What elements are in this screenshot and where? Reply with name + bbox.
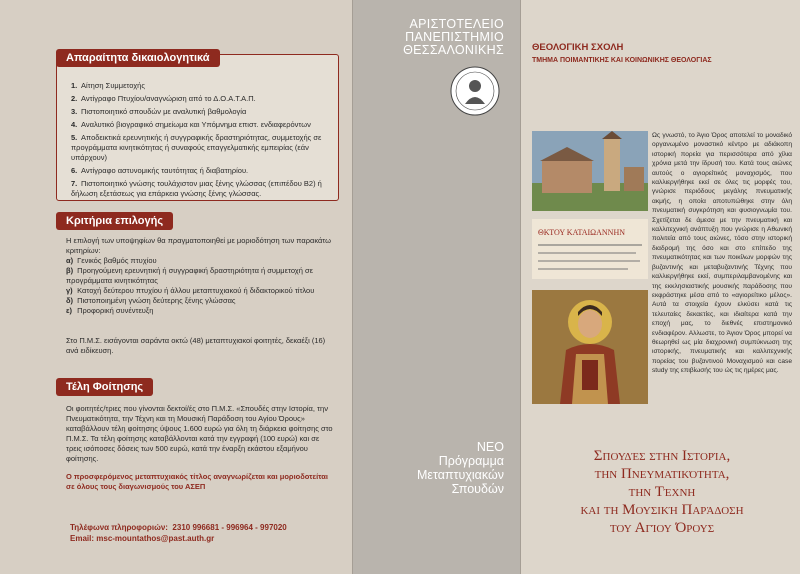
phone-numbers[interactable]: 2310 996681 - 996964 - 997020 <box>172 523 287 532</box>
criteria-intro: Η επιλογή των υποψηφίων θα πραγματοποιηθεί με μοριοδότηση των παρακάτω κριτηρίων: <box>66 236 332 255</box>
list-item: α) Γενικός βαθμός πτυχίου <box>66 256 157 265</box>
university-name: ΑΡΙΣΤΟΤΕΛΕΙΟ ΠΑΝΕΠΙΣΤΗΜΙΟ ΘΕΣΣΑΛΟΝΙΚΗΣ <box>403 17 504 57</box>
list-item: 3. Πιστοποιητικό σπουδών με αναλυτική βαθμολογία <box>71 107 247 116</box>
contact-phones: Τηλέφωνα πληροφοριών: 2310 996681 - 996964 - 997020 <box>70 523 287 532</box>
list-item: 2. Αντίγραφο Πτυχίου/αναγνώριση από το Δ.Ο.Α.Τ.Α.Π. <box>71 94 256 103</box>
fees-heading: Τέλη Φοίτησης <box>56 378 153 396</box>
contact-email: Email: msc-mountathos@past.auth.gr <box>70 534 215 543</box>
new-program-title: ΝΕΟ Πρόγραμμα Μεταπτυχιακών Σπουδών <box>416 440 504 496</box>
monastery-image <box>532 131 648 211</box>
asep-notice: Ο προσφερόμενος μεταπτυχιακός τίτλος αναγνωρίζεται και μοριοδοτείται σε όλους τους διαγωνισμούς του ΑΣΕΠ <box>66 472 328 491</box>
manuscript-image <box>532 219 648 279</box>
list-item: ε) Προφορική συνέντευξη <box>66 306 154 315</box>
list-item: 6. Αντίγραφο αστυνομικής ταυτότητας ή διαβατηρίου. <box>71 166 249 175</box>
icon-saint-image <box>532 290 648 404</box>
department-name: ΤΜΗΜΑ ΠΟΙΜΑΝΤΙΚΗΣ ΚΑΙ ΚΟΙΝΩΝΙΚΗΣ ΘΕΟΛΟΓΙΑΣ <box>532 57 712 64</box>
requirements-heading: Απαραίτητα δικαιολογητικά <box>56 49 220 67</box>
list-item: β) Προηγούμενη ερευνητική ή συγγραφική δραστηριότητα ή συμμετοχή σε προγράμματα κινητικότητας <box>66 266 313 285</box>
fees-text: Οι φοιτητές/τριες που γίνονται δεκτοί/ές στο Π.Μ.Σ. «Σπουδές στην Ιστορία, την Πνευματικότητα, την Τέχνη και τη Μουσική Παράδοση του Αγίου Όρους» καταβάλλουν τέλη φοίτησης ύψους 1.600 ευρώ για όλη τη διάρκεια φοίτησης στο Π.Μ.Σ. Τα τέλη φοίτησης καταβάλλονται κατά την εγγραφή (100 ευρώ) και σε τρεις ισόποσες δόσεις των 500 ευρώ, κατά την έναρξη εκάστου εξαμήνου φοίτησης. <box>66 404 333 463</box>
university-seal-icon <box>450 66 500 116</box>
list-item: 5. Αποδεικτικά ερευνητικής ή συγγραφικής δραστηριότητας, συμμετοχής σε προγράμματα κινητικότητας ή συναφούς επαγγελματικής εμπειρίας (εάν υπάρχουν) <box>71 133 322 162</box>
email-link[interactable]: msc-mountathos@past.auth.gr <box>96 534 215 543</box>
fold-line <box>520 0 521 574</box>
list-item: 1. Αίτηση Συμμετοχής <box>71 81 145 90</box>
requirements-list <box>57 55 338 210</box>
description-text: Ως γνωστό, το Άγιο Όρος αποτελεί το μοναδικό οργανωμένο μοναστικό κέντρο με αδιάκοπη ιστορική πορεία για περισσότερα από χίλια χρόνια μετά την ίδρυσή του. Κατά τους αιώνες αυτούς ο αγιορείτικός μοναχισμός, που καλλιεργήθηκε εκεί σε όλες τις μορφές του, γνώρισε περιόδους μεγάλης πνευματικής ακμής, η οποία αποτυπώθηκε στην όλη πνευματική συγκρότηση και φυσιογνωμία του. Σχετίζεται δε άμεσα με την πνευματική και καλλιτεχνική ανάπτυξη που γνώρισε η Αθωνική πολιτεία από τους αιώνες, τόσο στην ιστορική διαδρομή της όσο και στο επίπεδο της πνευματικότητας και των ποικίλων μορφών της βυζαντινής και μεταβυζαντινής Τέχνης που καλλιεργήθηκε εκεί, συμπεριλαμβανομένης και της εκκλησιαστικής μουσικής παράδοσης που εκφράστηκε μέσα από το «αγιορείτικο μέλος». Αυτά τα στοιχεία έχουν ελκύσει κατά τις τελευταίες δεκαετίες, και ιδιαίτερα κατά την εποχή μας, το διεθνές επιστημονικό ενδιαφέρον. Αλλωστε, το Άγιον Όρος μπορεί να θεωρηθεί ως μία διαχρονική συμπύκνωση της ιστορικής, πνευματικής και καλλιτεχνικής πορείας του βυζαντινού Μοναχισμού και case study της επιβίωσής του ώς τις ημέρες μας. <box>652 132 792 375</box>
list-item: 7. Πιστοποιητικό γνώσης τουλάχιστον μιας ξένης γλώσσας (επιπέδου Β2) ή δήλωση εξετάσεως για επάρκεια γνώσης ξένης γλώσσας. <box>71 179 322 198</box>
admission-text: Στο Π.Μ.Σ. εισάγονται σαράντα οκτώ (48) μεταπτυχιακοί φοιτητές, δεκαέξι (16) ανά ειδίκευση. <box>66 336 326 355</box>
criteria-heading: Κριτήρια επιλογής <box>56 212 173 230</box>
list-item: γ) Κατοχή δεύτερου πτυχίου ή άλλου μεταπτυχιακού ή διδακτορικού τίτλου <box>66 286 315 295</box>
criteria-text <box>66 236 336 316</box>
requirements-box <box>56 54 339 201</box>
list-item: 4. Αναλυτικό βιογραφικό σημείωμα και Υπόμνημα επιστ. ενδιαφερόντων <box>71 120 311 129</box>
list-item: δ) Πιστοποιημένη γνώση δεύτερης ξένης γλώσσας <box>66 296 236 305</box>
program-title: Σπουδές στην Ιστορία, την Πνευματικότητα, την Τέχνη και τη Μουσική Παράδοση του Αγίου Όρους <box>580 448 744 536</box>
manuscript-text: ΘΚΤΟΥ ΚΑΤΑΙΩΑΝΝΗΝ <box>538 228 625 237</box>
school-name: ΘΕΟΛΟΓΙΚΗ ΣΧΟΛΗ <box>532 42 624 53</box>
